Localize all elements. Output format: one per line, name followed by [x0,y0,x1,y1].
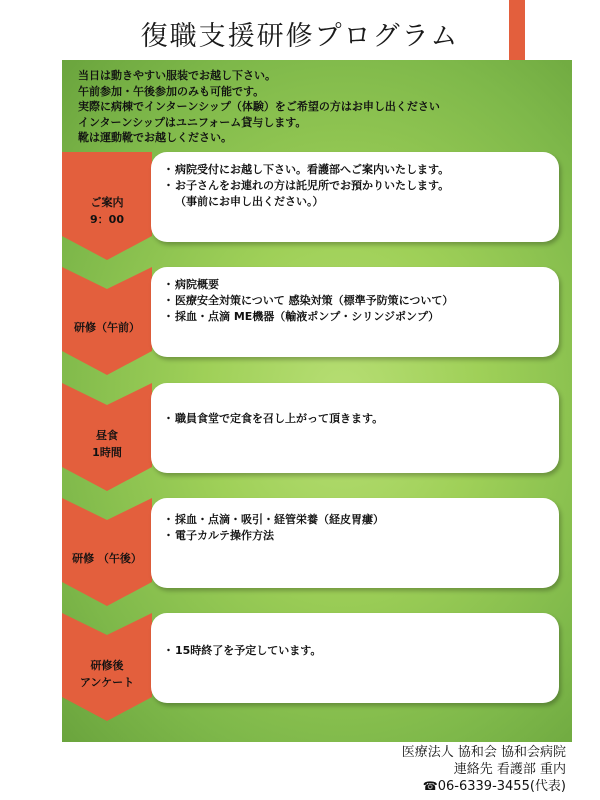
step-card [151,152,559,242]
step-lunch [62,383,572,493]
step-label: 昼食 1時間 [92,429,122,459]
intro-notes [78,68,558,146]
step-morning-training [62,267,572,377]
step-afternoon-training [62,498,572,608]
intro-line: 当日は動きやすい服装でお越し下さい。 [78,69,276,82]
list-item: ・病院概要 [163,278,219,291]
phone-line [402,778,566,795]
list-item: ・医療安全対策について 感染対策（標準予防策について） [163,294,454,307]
step-label: 研修後 アンケート [79,659,135,689]
intro-line: 午前参加・午後参加のみも可能です。 [78,84,265,98]
step-label: 研修（午前） [74,321,140,334]
list-item: ・お子さんをお連れの方は託児所でお預かりいたします。 [163,179,450,192]
list-item: ・採血・点滴 ME機器（輸液ポンプ・シリンジポンプ） [163,310,440,323]
list-item: ・職員食堂で定食を召し上がって頂きます。 [163,412,384,425]
phone-number: 06-6339-3455(代表) [437,779,566,794]
organization-name: 医療法人 協和会 協和会病院 [401,745,566,760]
phone-icon: ☎ [422,779,438,793]
intro-line: 靴は運動靴でお越しください。 [78,131,232,144]
list-item: ・電子カルテ操作方法 [163,529,274,542]
step-post-training-survey [62,613,572,723]
list-item: ・病院受付にお越し下さい。看護部へご案内いたします。 [163,163,450,176]
list-item: ・15時終了を予定しています。 [163,644,322,657]
page-title: 復職支援研修プログラム [140,21,460,52]
step-card [151,383,559,473]
list-item: （事前にお申し出ください。） [175,195,324,208]
step-guidance [62,152,572,262]
intro-line: インターンシップはユニフォーム貸与します。 [78,115,307,129]
list-item: ・採血・点滴・吸引・経管栄養（経皮胃瘻） [163,513,384,526]
step-label: ご案内 9：00 [90,196,124,226]
contact-footer [402,744,566,795]
intro-line: 実際に病棟でインターンシップ（体験）をご希望の方はお申し出ください [78,100,440,113]
step-card [151,613,559,703]
step-card [151,267,559,357]
contact-person: 連絡先 看護部 重内 [453,762,566,777]
step-card [151,498,559,588]
step-label: 研修 （午後） [72,552,142,565]
